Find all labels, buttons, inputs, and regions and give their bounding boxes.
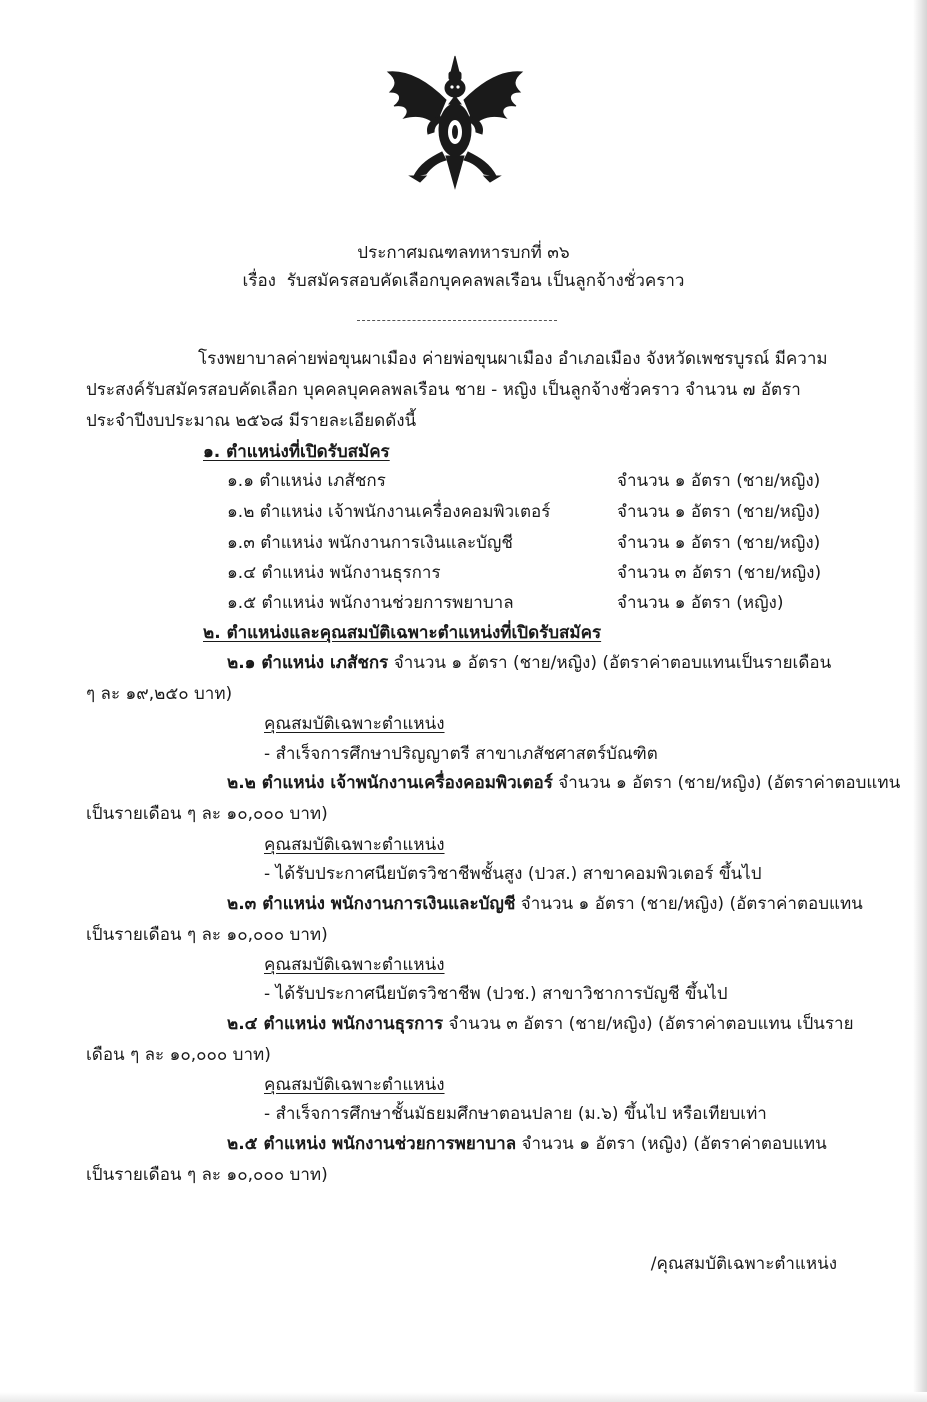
position-1-3-count: จำนวน ๑ อัตรา (ชาย/หญิง) — [617, 533, 821, 553]
garuda-emblem-icon — [380, 52, 530, 192]
item-2-2-qual-label: คุณสมบัติเฉพาะตำแหน่ง — [264, 835, 445, 855]
subject-label: เรื่อง — [242, 271, 276, 291]
position-1-2-name: ๑.๒ ตำแหน่ง เจ้าพนักงานเครื่องคอมพิวเตอร์ — [227, 502, 551, 522]
announcement-title: ประกาศมณฑลทหารบกที่ ๓๖ — [357, 243, 570, 263]
position-1-2-count: จำนวน ๑ อัตรา (ชาย/หญิง) — [617, 502, 821, 522]
position-1-1-name: ๑.๑ ตำแหน่ง เภสัชกร — [227, 471, 386, 491]
item-2-2-line-2: เป็นรายเดือน ๆ ละ ๑๐,๐๐๐ บาท) — [86, 804, 328, 824]
item-2-2-qual: - ได้รับประกาศนียบัตรวิชาชีพชั้นสูง (ปวส.) สาขาคอมพิวเตอร์ ขึ้นไป — [264, 864, 762, 884]
item-2-4-qual: - สำเร็จการศึกษาชั้นมัธยมศึกษาตอนปลาย (ม.๖) ขึ้นไป หรือเทียบเท่า — [264, 1104, 767, 1124]
item-2-4-qual-label: คุณสมบัติเฉพาะตำแหน่ง — [264, 1075, 445, 1095]
position-1-4-name: ๑.๔ ตำแหน่ง พนักงานธุรการ — [227, 563, 441, 583]
item-2-5-title: ๒.๕ ตำแหน่ง พนักงานช่วยการพยาบาล — [227, 1134, 517, 1154]
item-2-5-line-2: เป็นรายเดือน ๆ ละ ๑๐,๐๐๐ บาท) — [86, 1165, 328, 1185]
announcement-subject — [0, 271, 927, 291]
item-2-5-details: จำนวน ๑ อัตรา (หญิง) (อัตราค่าตอบแทน — [516, 1134, 827, 1154]
item-2-3-qual-label: คุณสมบัติเฉพาะตำแหน่ง — [264, 955, 445, 975]
item-2-3-line-1 — [227, 894, 863, 914]
item-2-4-title: ๒.๔ ตำแหน่ง พนักงานธุรการ — [227, 1014, 444, 1034]
item-2-1-line-1 — [227, 653, 831, 673]
continued-on-next-page: /คุณสมบัติเฉพาะตำแหน่ง — [650, 1254, 837, 1274]
item-2-3-title: ๒.๓ ตำแหน่ง พนักงานการเงินและบัญชี — [227, 894, 516, 914]
page-bottom-shadow — [0, 1392, 927, 1402]
item-2-2-title: ๒.๒ ตำแหน่ง เจ้าพนักงานเครื่องคอมพิวเตอร์ — [227, 773, 553, 793]
position-1-1-count: จำนวน ๑ อัตรา (ชาย/หญิง) — [617, 471, 821, 491]
position-1-3-name: ๑.๓ ตำแหน่ง พนักงานการเงินและบัญชี — [227, 533, 513, 553]
position-1-5-count: จำนวน ๑ อัตรา (หญิง) — [617, 593, 784, 613]
item-2-2-details: จำนวน ๑ อัตรา (ชาย/หญิง) (อัตราค่าตอบแทน — [552, 773, 901, 793]
intro-line-2: ประสงค์รับสมัครสอบคัดเลือก บุคคลบุคคลพลเรือน ชาย - หญิง เป็นลูกจ้างชั่วคราว จำนวน ๗ อัตรา — [86, 380, 801, 400]
position-1-4-count: จำนวน ๓ อัตรา (ชาย/หญิง) — [617, 563, 822, 583]
position-1-5-name: ๑.๕ ตำแหน่ง พนักงานช่วยการพยาบาล — [227, 593, 514, 613]
section-2-heading: ๒. ตำแหน่งและคุณสมบัติเฉพาะตำแหน่งที่เปิดรับสมัคร — [203, 623, 602, 643]
item-2-1-details: จำนวน ๑ อัตรา (ชาย/หญิง) (อัตราค่าตอบแทนเป็นรายเดือน — [388, 653, 832, 673]
subject-text: รับสมัครสอบคัดเลือกบุคคลพลเรือน เป็นลูกจ้างชั่วคราว — [286, 271, 685, 291]
item-2-3-qual: - ได้รับประกาศนียบัตรวิชาชีพ (ปวช.) สาขาวิชาการบัญชี ขึ้นไป — [264, 984, 728, 1004]
intro-line-3: ประจำปีงบประมาณ ๒๕๖๘ มีรายละเอียดดังนี้ — [86, 411, 417, 431]
item-2-1-qual: - สำเร็จการศึกษาปริญญาตรี สาขาเภสัชศาสตร์บัณฑิต — [264, 744, 658, 764]
page-edge-shadow — [913, 0, 927, 1402]
intro-line-1: โรงพยาบาลค่ายพ่อขุนผาเมือง ค่ายพ่อขุนผาเมือง อำเภอเมือง จังหวัดเพชรบูรณ์ มีความ — [198, 349, 828, 369]
item-2-3-line-2: เป็นรายเดือน ๆ ละ ๑๐,๐๐๐ บาท) — [86, 925, 328, 945]
item-2-3-details: จำนวน ๑ อัตรา (ชาย/หญิง) (อัตราค่าตอบแทน — [515, 894, 863, 914]
item-2-1-line-2: ๆ ละ ๑๙,๒๕๐ บาท) — [86, 684, 233, 704]
item-2-2-line-1 — [227, 773, 900, 793]
section-1-heading: ๑. ตำแหน่งที่เปิดรับสมัคร — [203, 442, 390, 462]
item-2-5-line-1 — [227, 1134, 827, 1154]
dashed-divider — [357, 320, 557, 321]
item-2-4-details: จำนวน ๓ อัตรา (ชาย/หญิง) (อัตราค่าตอบแทน เป็นราย — [443, 1014, 854, 1034]
item-2-1-qual-label: คุณสมบัติเฉพาะตำแหน่ง — [264, 714, 445, 734]
item-2-4-line-1 — [227, 1014, 854, 1034]
item-2-4-line-2: เดือน ๆ ละ ๑๐,๐๐๐ บาท) — [86, 1045, 271, 1065]
item-2-1-title: ๒.๑ ตำแหน่ง เภสัชกร — [227, 653, 389, 673]
